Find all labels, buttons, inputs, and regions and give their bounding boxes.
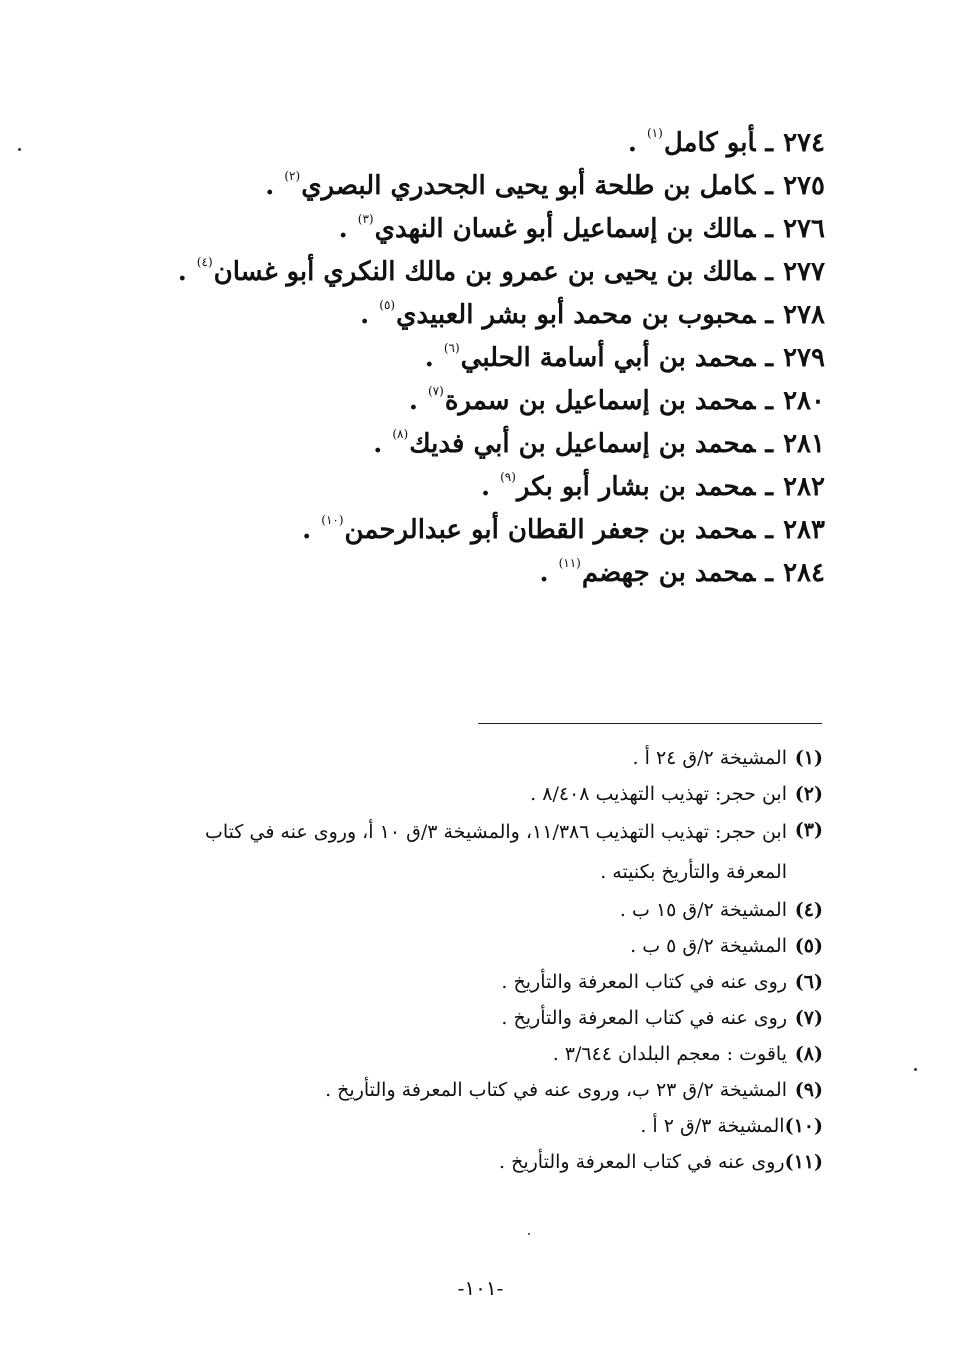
footnote-ref: (٧) bbox=[427, 384, 444, 398]
footnote-number: (٧) bbox=[794, 1007, 823, 1029]
footnote-list bbox=[183, 740, 823, 1180]
entry-text: محمد بن أبي أسامة الحلبي bbox=[460, 343, 756, 373]
entry-number: ٢٨٣ bbox=[783, 515, 825, 545]
footnote-text: المشيخة ٣/ق ٢ أ . bbox=[640, 1115, 785, 1137]
entry-text: محمد بن إسماعيل بن أبي فديك bbox=[409, 429, 756, 459]
entry-278: ٢٧٨ـمحبوب بن محمد أبو بشر العبيدي$^{(٥)}$ . bbox=[65, 284, 825, 327]
scan-speck bbox=[18, 148, 21, 151]
entry-text: كامل بن طلحة أبو يحيى الجحدري البصري bbox=[301, 171, 756, 201]
footnote-ref: (٦) bbox=[443, 341, 460, 355]
entry-text: مالك بن إسماعيل أبو غسان النهدي bbox=[374, 214, 756, 244]
entry-list bbox=[65, 112, 825, 588]
entry-281: ٢٨١ـمحمد بن إسماعيل بن أبي فديك$^{(٨)}$ . bbox=[65, 413, 825, 456]
page-number: -١٠١- bbox=[457, 1276, 504, 1300]
entry-280: ٢٨٠ـمحمد بن إسماعيل بن سمرة$^{(٧)}$ . bbox=[65, 370, 825, 413]
footnote-ref: (١٠) bbox=[321, 513, 344, 527]
footnote-1 bbox=[183, 740, 823, 776]
entry-text: محبوب بن محمد أبو بشر العبيدي bbox=[396, 300, 756, 330]
footnote-number: (٦) bbox=[794, 971, 823, 993]
entry-275: ٢٧٥ـكامل بن طلحة أبو يحيى الجحدري البصري$^{(٢)}$ . bbox=[65, 155, 825, 198]
scan-speck bbox=[914, 1068, 917, 1071]
entry-277: ٢٧٧ـمالك بن يحيى بن عمرو بن مالك النكري أبو غسان$^{(٤)}$ . bbox=[65, 241, 825, 284]
footnote-number: (٥) bbox=[794, 935, 823, 957]
footnote-number: (١٠) bbox=[784, 1115, 823, 1137]
entry-text: أبو كامل bbox=[663, 128, 756, 158]
footnote-ref: (٨) bbox=[392, 427, 409, 441]
entry-284: ٢٨٤ـمحمد بن جهضم$^{(١١)}$ . bbox=[65, 542, 825, 585]
entry-text: محمد بن جهضم bbox=[581, 558, 756, 588]
entry-number: ٢٨١ bbox=[783, 429, 825, 459]
scan-speck bbox=[528, 1233, 530, 1235]
footnote-ref: (٥) bbox=[379, 298, 396, 312]
footnote-number: (٢) bbox=[794, 783, 823, 805]
footnote-number: (٤) bbox=[794, 899, 823, 921]
entry-number: ٢٧٨ bbox=[783, 300, 825, 330]
footnote-text: المشيخة ٢/ق ١٥ ب . bbox=[619, 899, 787, 921]
footnote-ref: (٢) bbox=[284, 169, 301, 183]
entry-279: ٢٧٩ـمحمد بن أبي أسامة الحلبي$^{(٦)}$ . bbox=[65, 327, 825, 370]
entry-text: محمد بن إسماعيل بن سمرة bbox=[444, 386, 756, 416]
footnote-ref: (١) bbox=[646, 126, 663, 140]
footnote-10 bbox=[183, 1108, 823, 1144]
footnote-8 bbox=[183, 1036, 823, 1072]
footnote-text: روى عنه في كتاب المعرفة والتأريخ . bbox=[501, 971, 787, 993]
footnote-number: (١١) bbox=[784, 1151, 823, 1173]
entry-number: ٢٧٤ bbox=[783, 128, 825, 158]
entry-number: ٢٨٠ bbox=[783, 386, 825, 416]
footnote-2 bbox=[183, 776, 823, 812]
entry-282: ٢٨٢ـمحمد بن بشار أبو بكر$^{(٩)}$ . bbox=[65, 456, 825, 499]
footnote-4 bbox=[183, 892, 823, 928]
footnote-number: (٨) bbox=[794, 1043, 823, 1065]
footnote-divider bbox=[478, 723, 822, 724]
footnote-5 bbox=[183, 928, 823, 964]
entry-text: محمد بن بشار أبو بكر bbox=[516, 472, 756, 502]
footnote-text: روى عنه في كتاب المعرفة والتأريخ . bbox=[501, 1007, 787, 1029]
footnote-text: المشيخة ٢/ق ٢٣ ب، وروى عنه في كتاب المعرفة والتأريخ . bbox=[325, 1079, 787, 1101]
footnote-3 bbox=[183, 812, 823, 892]
footnote-number: (٣) bbox=[794, 819, 823, 841]
footnote-text: ياقوت : معجم البلدان ٣/٦٤٤ . bbox=[552, 1043, 787, 1065]
footnote-ref: (٣) bbox=[357, 212, 374, 226]
entry-number: ٢٧٧ bbox=[783, 257, 825, 287]
footnote-6 bbox=[183, 964, 823, 1000]
entry-number: ٢٧٩ bbox=[783, 343, 825, 373]
footnote-text: المشيخة ٢/ق ٢٤ أ . bbox=[632, 747, 787, 769]
entry-text: محمد بن جعفر القطان أبو عبدالرحمن bbox=[344, 515, 756, 545]
footnote-text: روى عنه في كتاب المعرفة والتأريخ . bbox=[498, 1151, 785, 1173]
footnote-text: ابن حجر: تهذيب التهذيب ٨/٤٠٨ . bbox=[530, 783, 787, 805]
footnote-7 bbox=[183, 1000, 823, 1036]
entry-text: مالك بن يحيى بن عمرو بن مالك النكري أبو غسان bbox=[213, 257, 756, 287]
entry-274: ٢٧٤ـأبو كامل$^{(١)}$ . bbox=[65, 112, 825, 155]
entry-number: ٢٨٢ bbox=[783, 472, 825, 502]
entry-276: ٢٧٦ـمالك بن إسماعيل أبو غسان النهدي$^{(٣)}$ . bbox=[65, 198, 825, 241]
entry-number: ٢٧٥ bbox=[783, 171, 825, 201]
entry-283: ٢٨٣ـمحمد بن جعفر القطان أبو عبدالرحمن$^{(١٠)}$ . bbox=[65, 499, 825, 542]
footnote-ref: (١١) bbox=[558, 556, 581, 570]
footnote-11 bbox=[183, 1144, 823, 1180]
footnote-9 bbox=[183, 1072, 823, 1108]
footnote-ref: (٩) bbox=[500, 470, 516, 484]
footnote-number: (٩) bbox=[794, 1079, 823, 1101]
footnote-text: ابن حجر: تهذيب التهذيب ١١/٣٨٦، والمشيخة ٣/ق ١٠ أ، وروى عنه في كتاب المعرفة والتأريخ بكنيته . bbox=[204, 821, 787, 883]
footnote-text: المشيخة ٢/ق ٥ ب . bbox=[630, 935, 787, 957]
footnote-number: (١) bbox=[794, 747, 823, 769]
footnote-ref: (٤) bbox=[196, 255, 213, 269]
entry-number: ٢٧٦ bbox=[783, 214, 825, 244]
entry-number: ٢٨٤ bbox=[783, 558, 825, 588]
